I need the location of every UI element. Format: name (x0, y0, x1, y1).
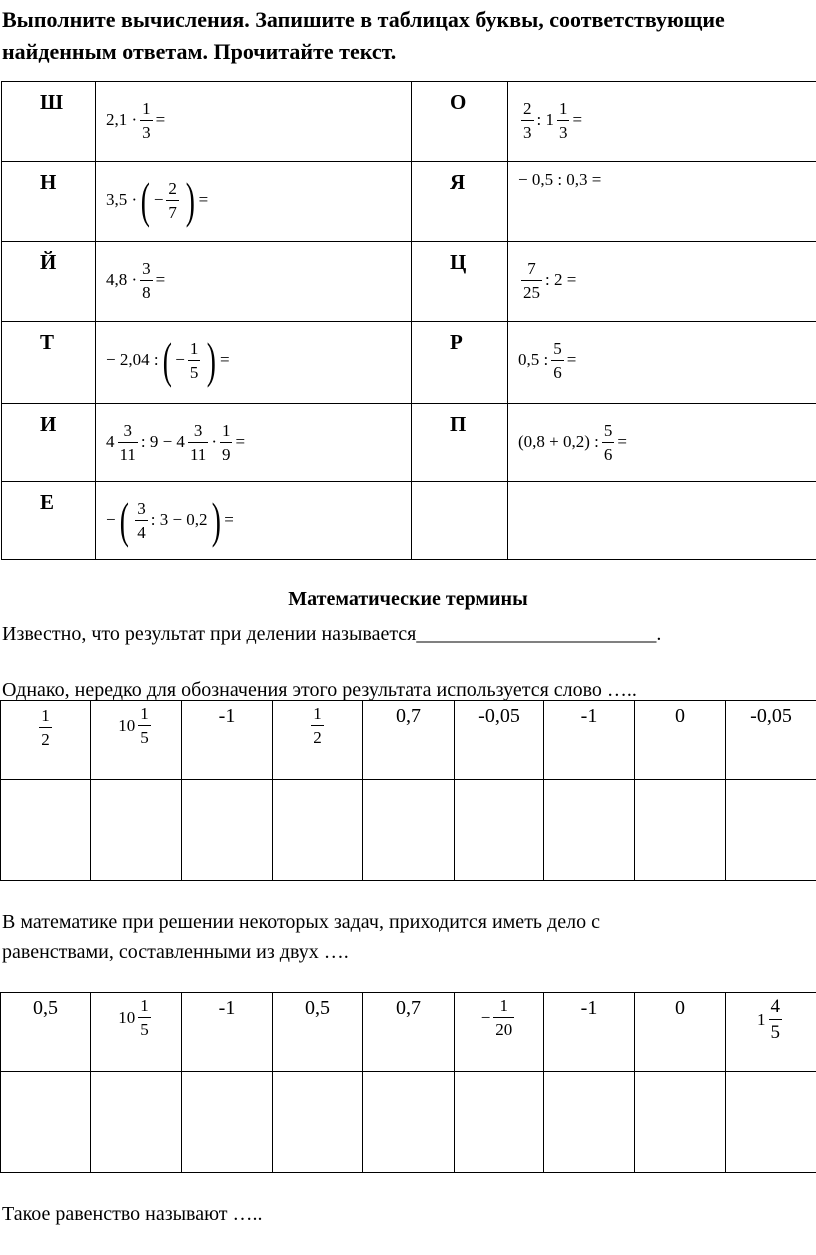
exercise-table (1, 81, 816, 560)
letter-input-cell[interactable] (635, 1072, 726, 1173)
answer-cell: -1 (544, 701, 635, 780)
letter-o: О (412, 82, 508, 162)
answer-cell: $\frac{1}{2}$ (1, 701, 91, 780)
letter-input-cell[interactable] (182, 1072, 273, 1173)
sentence-equations-1: В математике при решении некоторых задач, приходится иметь дело с (2, 911, 600, 933)
letter-ts: Ц (412, 242, 508, 322)
answer-cell: 10 $\frac{1}{5}$ (91, 993, 182, 1072)
answer-cell: 0 (635, 701, 726, 780)
letter-e: Е (2, 482, 96, 560)
letter-input-cell[interactable] (363, 780, 455, 881)
empty-cell (412, 482, 508, 560)
expr-t: − 2,04 : ( − $\frac{1}{5}$ ) = (96, 322, 412, 404)
instructions: Выполните вычисления. Запишите в таблицах буквы, соответствующие найденным ответам. Прочитайте текст. (2, 7, 725, 64)
expr-ts: $\frac{7}{25}$ : 2 = (508, 242, 816, 322)
sentence-equality: Такое равенство называют ….. (2, 1203, 263, 1225)
expr-ya: − 0,5 : 0,3 = (508, 162, 816, 242)
answer-cell: 0,5 (1, 993, 91, 1072)
answer-cell: -1 (544, 993, 635, 1072)
empty-cell (508, 482, 816, 560)
answer-cell: -1 (182, 701, 273, 780)
letter-y: Й (2, 242, 96, 322)
expr-y: 4,8 · $\frac{3}{8}$ = (96, 242, 412, 322)
expr-sh: 2,1 · $\frac{1}{3}$ = (96, 82, 412, 162)
sentence-equations-2: равенствами, составленными из двух …. (2, 941, 349, 963)
letter-input-cell[interactable] (726, 780, 816, 881)
answer-cell: 0,5 (273, 993, 363, 1072)
letter-input-cell[interactable] (544, 1072, 635, 1173)
letter-input-cell[interactable] (1, 780, 91, 881)
sentence-division: Известно, что результат при делении называется________________________. (2, 623, 662, 645)
letter-input-cell[interactable] (455, 1072, 544, 1173)
section-heading: Математические термины (288, 588, 528, 610)
letter-sh: Ш (2, 82, 96, 162)
expr-p: (0,8 + 0,2) : $\frac{5}{6}$ = (508, 404, 816, 482)
letter-ya: Я (412, 162, 508, 242)
letter-t: Т (2, 322, 96, 404)
letter-input-cell[interactable] (363, 1072, 455, 1173)
letter-r: Р (412, 322, 508, 404)
answer-table-2 (0, 992, 816, 1173)
answer-cell: 1 $\frac{4}{5}$ (726, 993, 816, 1072)
letter-input-cell[interactable] (635, 780, 726, 881)
sentence-word: Однако, нередко для обозначения этого результата используется слово ….. (2, 679, 637, 701)
letter-input-cell[interactable] (726, 1072, 816, 1173)
answer-cell: -1 (182, 993, 273, 1072)
expr-r: 0,5 : $\frac{5}{6}$ = (508, 322, 816, 404)
expr-o: $\frac{2}{3}$ : 1 $\frac{1}{3}$ = (508, 82, 816, 162)
letter-input-cell[interactable] (273, 1072, 363, 1173)
letter-input-cell[interactable] (91, 780, 182, 881)
expr-n: 3,5 · ( − $\frac{2}{7}$ ) = (96, 162, 412, 242)
answer-cell: $\frac{1}{2}$ (273, 701, 363, 780)
letter-input-cell[interactable] (273, 780, 363, 881)
letter-input-cell[interactable] (1, 1072, 91, 1173)
answer-cell: 0,7 (363, 701, 455, 780)
answer-cell: 10 $\frac{1}{5}$ (91, 701, 182, 780)
answer-table-1 (0, 700, 816, 881)
answer-cell: -0,05 (726, 701, 816, 780)
answer-cell: -0,05 (455, 701, 544, 780)
answer-cell: − $\frac{1}{20}$ (455, 993, 544, 1072)
letter-input-cell[interactable] (455, 780, 544, 881)
answer-cell: 0 (635, 993, 726, 1072)
letter-input-cell[interactable] (182, 780, 273, 881)
expr-i: 4 $\frac{3}{11}$ : 9 − 4 $\frac{3}{11}$ · $\frac{1}{9}$ = (96, 404, 412, 482)
letter-i: И (2, 404, 96, 482)
letter-input-cell[interactable] (544, 780, 635, 881)
letter-input-cell[interactable] (91, 1072, 182, 1173)
answer-cell: 0,7 (363, 993, 455, 1072)
letter-n: Н (2, 162, 96, 242)
letter-p: П (412, 404, 508, 482)
expr-e: − ( $\frac{3}{4}$ : 3 − 0,2 ) = (96, 482, 412, 560)
